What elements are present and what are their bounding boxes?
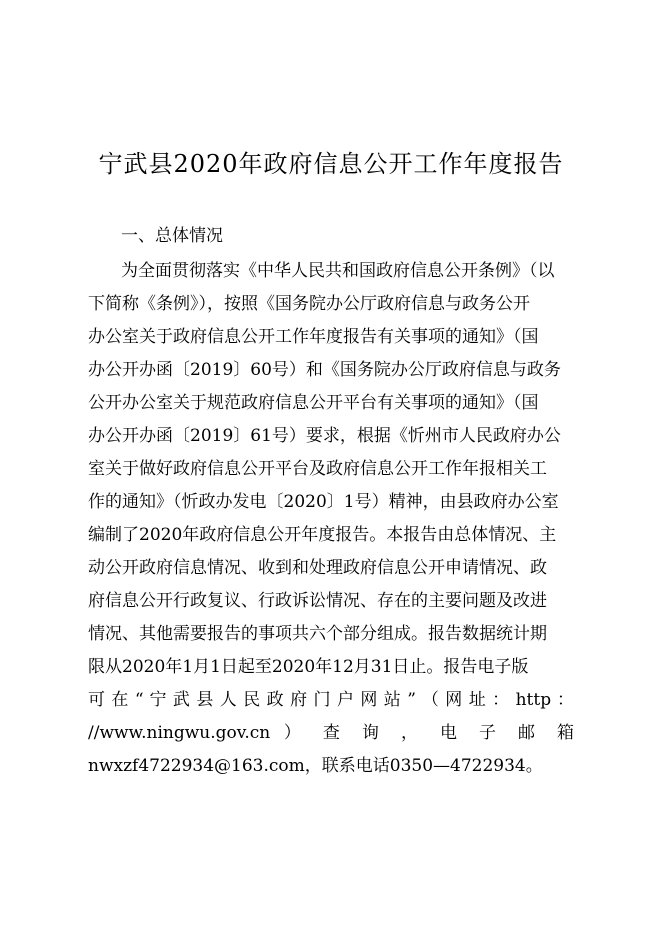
paragraph-line: //www.ningwu.gov.cn ） 查 询 ， 电 子 邮 箱 — [88, 723, 574, 743]
paragraph-line: 为全面贯彻落实《中华人民共和国政府信息公开条例》（以 — [121, 261, 555, 281]
document-title: 宁武县2020年政府信息公开工作年度报告 — [98, 150, 564, 178]
paragraph-line: 下简称《条例》），按照《国务院办公厅政府信息与政务公开 — [88, 294, 530, 314]
paragraph-line: 公开办公室关于规范政府信息公开平台有关事项的通知》（国 — [88, 393, 539, 413]
paragraph-line: 作的通知》（忻政办发电〔2020〕1号）精神，由县政府办公室 — [88, 492, 559, 512]
paragraph-line: 动公开政府信息情况、收到和处理政府信息公开申请情况、政 — [88, 558, 547, 578]
section-heading: 一、总体情况 — [121, 226, 223, 246]
paragraph-line: 编制了2020年政府信息公开年度报告。本报告由总体情况、主 — [88, 525, 557, 545]
paragraph-line: 办公开办函〔2019〕61号）要求，根据《忻州市人民政府办公 — [88, 426, 561, 446]
paragraph-line: nwxzf4722934@163.com，联系电话0350—4722934。 — [88, 756, 543, 776]
paragraph-line: 室关于做好政府信息公开平台及政府信息公开工作年报相关工 — [88, 459, 547, 479]
paragraph-line: 情况、其他需要报告的事项共六个部分组成。报告数据统计期 — [88, 624, 547, 644]
paragraph-line: 办公室关于政府信息公开工作年度报告有关事项的通知》（国 — [88, 327, 539, 347]
paragraph-line: 府信息公开行政复议、行政诉讼情况、存在的主要问题及改进 — [88, 591, 547, 611]
paragraph-line: 可 在 “ 宁 武 县 人 民 政 府 门 户 网 站 ” （ 网 址 ： http ： — [88, 690, 574, 710]
paragraph-line: 办公开办函〔2019〕60号）和《国务院办公厅政府信息与政务 — [88, 360, 561, 380]
paragraph-line: 限从2020年1月1日起至2020年12月31日止。报告电子版 — [88, 657, 529, 677]
